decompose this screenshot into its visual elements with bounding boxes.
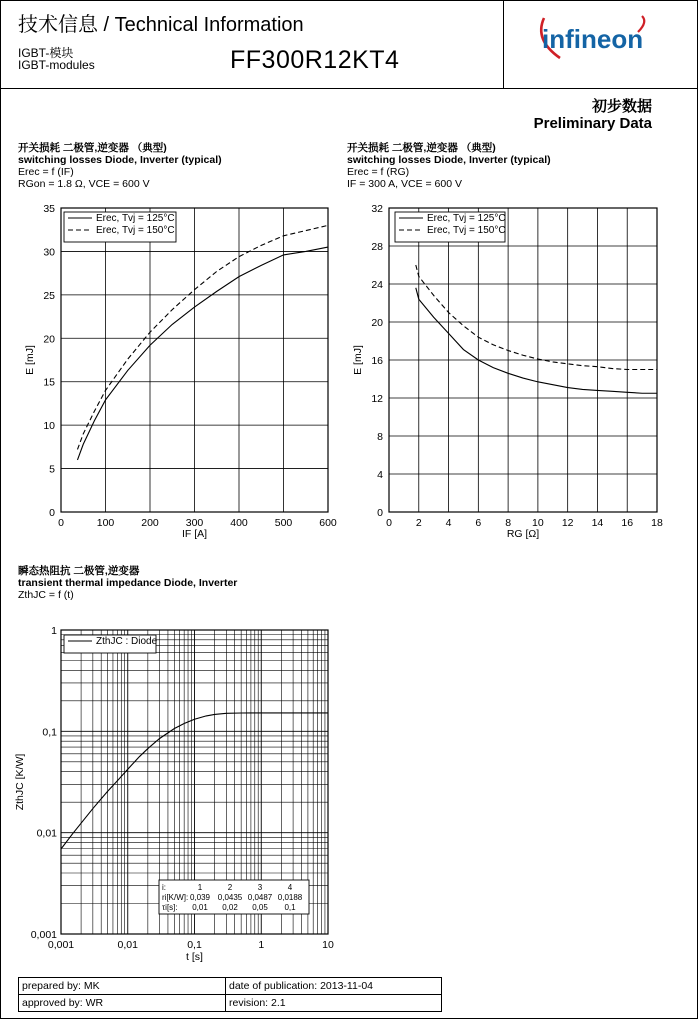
doc-title: 技术信息 / Technical Information bbox=[18, 14, 304, 36]
chart1-title-cn: 开关损耗 二极管,逆变器 （典型) bbox=[18, 142, 167, 154]
chart2-ytick-label: 20 bbox=[371, 317, 383, 329]
chart2-xtick-label: 12 bbox=[561, 517, 574, 529]
chart2-ytick-label: 28 bbox=[371, 241, 383, 253]
chart2-xtick-label: 4 bbox=[445, 517, 452, 529]
chart2-ylabel: E [mJ] bbox=[352, 345, 364, 375]
chart1-xtick-label: 600 bbox=[319, 517, 337, 529]
rth-cell: 0,01 bbox=[192, 903, 208, 912]
footer-table bbox=[18, 977, 442, 1012]
rth-cell: 1 bbox=[197, 883, 203, 892]
rth-cell: 0,1 bbox=[284, 903, 296, 912]
rth-cell: 3 bbox=[257, 883, 263, 892]
chart2-title-cn: 开关损耗 二极管,逆变器 （典型) bbox=[347, 142, 496, 154]
chart1-xtick-label: 500 bbox=[274, 517, 293, 529]
chart2-ytick-label: 32 bbox=[371, 203, 383, 215]
chart2-xtick-label: 2 bbox=[415, 517, 422, 529]
chart2-xtick-label: 6 bbox=[475, 517, 482, 529]
module-type-en: IGBT-modules bbox=[18, 58, 95, 72]
model-number: FF300R12KT4 bbox=[230, 46, 400, 74]
chart2-legend-label: Erec, Tvj = 125°C bbox=[427, 213, 506, 224]
chart1-title-en: switching losses Diode, Inverter (typical) bbox=[18, 154, 222, 166]
prelim-en: Preliminary Data bbox=[533, 115, 652, 132]
revision: revision: 2.1 bbox=[226, 995, 442, 1012]
prelim-cn: 初步数据 bbox=[591, 98, 652, 115]
module-type-cn: IGBT-模块 bbox=[18, 46, 74, 60]
chart1-ytick-label: 10 bbox=[43, 420, 55, 433]
chart2-ytick-label: 12 bbox=[371, 393, 383, 405]
chart2-ytick-label: 4 bbox=[377, 469, 383, 481]
chart1-ytick-label: 35 bbox=[43, 203, 55, 215]
chart1-ytick-label: 5 bbox=[49, 463, 55, 476]
chart2-xtick-label: 14 bbox=[591, 517, 604, 529]
chart1-ytick-label: 15 bbox=[43, 376, 55, 389]
chart3-xlabel: t [s] bbox=[186, 951, 203, 963]
chart2-ytick-label: 0 bbox=[377, 507, 383, 519]
chart1-xtick-label: 400 bbox=[230, 517, 248, 529]
chart1-ytick-label: 30 bbox=[43, 246, 55, 259]
rth-cell: 0,02 bbox=[222, 903, 238, 912]
chart3-title-cn: 瞬态热阻抗 二极管,逆变器 bbox=[18, 565, 140, 577]
rth-cell: 0,039 bbox=[189, 893, 211, 902]
chart3-ytick-label: 0,01 bbox=[36, 827, 57, 840]
chart2-xtick-label: 0 bbox=[386, 517, 392, 529]
svg-text:infineon: infineon bbox=[542, 24, 644, 54]
chart2-series-2 bbox=[416, 265, 657, 370]
chart2-cond: IF = 300 A, VCE = 600 V bbox=[347, 178, 462, 190]
chart2-ytick-label: 8 bbox=[377, 431, 383, 443]
chart2-xtick-label: 8 bbox=[505, 517, 512, 529]
chart3-xtick-label: 0,01 bbox=[117, 939, 138, 951]
chart3-title-en: transient thermal impedance Diode, Inverter bbox=[18, 577, 238, 589]
chart3-xtick-label: 1 bbox=[258, 939, 265, 951]
publication-date: date of publication: 2013-11-04 bbox=[226, 978, 442, 995]
chart1-legend-label: Erec, Tvj = 125°C bbox=[96, 213, 175, 224]
chart1-series-1 bbox=[77, 247, 328, 460]
chart3-ytick-label: 0,001 bbox=[30, 929, 57, 941]
rth-cell: 0,0487 bbox=[247, 893, 273, 902]
rth-cell: 2 bbox=[227, 883, 233, 892]
chart2-ytick-label: 24 bbox=[371, 279, 383, 291]
chart1-xtick-label: 200 bbox=[141, 517, 159, 529]
chart1-cond: RGon = 1.8 Ω, VCE = 600 V bbox=[18, 178, 150, 190]
chart1-series-2 bbox=[77, 225, 328, 449]
chart1-legend-label: Erec, Tvj = 150°C bbox=[96, 225, 175, 236]
chart3-ytick-label: 0,1 bbox=[42, 726, 57, 739]
rth-row-label: ri[K/W]: bbox=[162, 893, 189, 902]
chart3-ylabel: ZthJC [K/W] bbox=[14, 753, 26, 811]
rth-cell: 0,05 bbox=[252, 903, 268, 912]
chart2-ytick-label: 16 bbox=[371, 355, 383, 367]
chart1-ylabel: E [mJ] bbox=[24, 345, 36, 375]
chart3-xtick-label: 10 bbox=[322, 939, 334, 951]
chart3-legend-label: ZthJC : Diode bbox=[96, 636, 158, 647]
chart2-xtick-label: 18 bbox=[651, 517, 663, 529]
chart1-ytick-label: 0 bbox=[49, 507, 55, 519]
chart2-func: Erec = f (RG) bbox=[347, 166, 410, 178]
chart2-legend-label: Erec, Tvj = 150°C bbox=[427, 225, 506, 236]
chart2-title-en: switching losses Diode, Inverter (typical) bbox=[347, 154, 551, 166]
chart3-xtick-label: 0,001 bbox=[47, 939, 75, 951]
chart2-xtick-label: 10 bbox=[532, 517, 544, 529]
rth-cell: 0,0435 bbox=[217, 893, 243, 902]
rth-cell: 4 bbox=[287, 883, 293, 892]
rth-row-label: τi[s]: bbox=[162, 903, 178, 912]
chart3-func: ZthJC = f (t) bbox=[18, 589, 74, 601]
chart3-xtick-label: 0,1 bbox=[187, 939, 202, 951]
chart1-xlabel: IF [A] bbox=[181, 528, 208, 540]
approved-by: approved by: WR bbox=[19, 995, 226, 1012]
rth-cell: 0,0188 bbox=[277, 893, 303, 902]
chart1-xtick-label: 0 bbox=[58, 517, 64, 529]
rth-row-label: i: bbox=[162, 883, 166, 892]
chart1-xtick-label: 300 bbox=[185, 517, 204, 529]
prepared-by: prepared by: MK bbox=[19, 978, 226, 995]
chart1-xtick-label: 100 bbox=[96, 517, 115, 529]
chart1-ytick-label: 25 bbox=[43, 289, 55, 302]
chart2-xtick-label: 16 bbox=[621, 517, 634, 529]
chart3-ytick-label: 1 bbox=[51, 625, 57, 637]
chart1-func: Erec = f (IF) bbox=[18, 166, 74, 178]
chart1-ytick-label: 20 bbox=[43, 333, 55, 346]
chart2-series-1 bbox=[416, 288, 657, 393]
chart2-xlabel: RG [Ω] bbox=[506, 528, 540, 540]
